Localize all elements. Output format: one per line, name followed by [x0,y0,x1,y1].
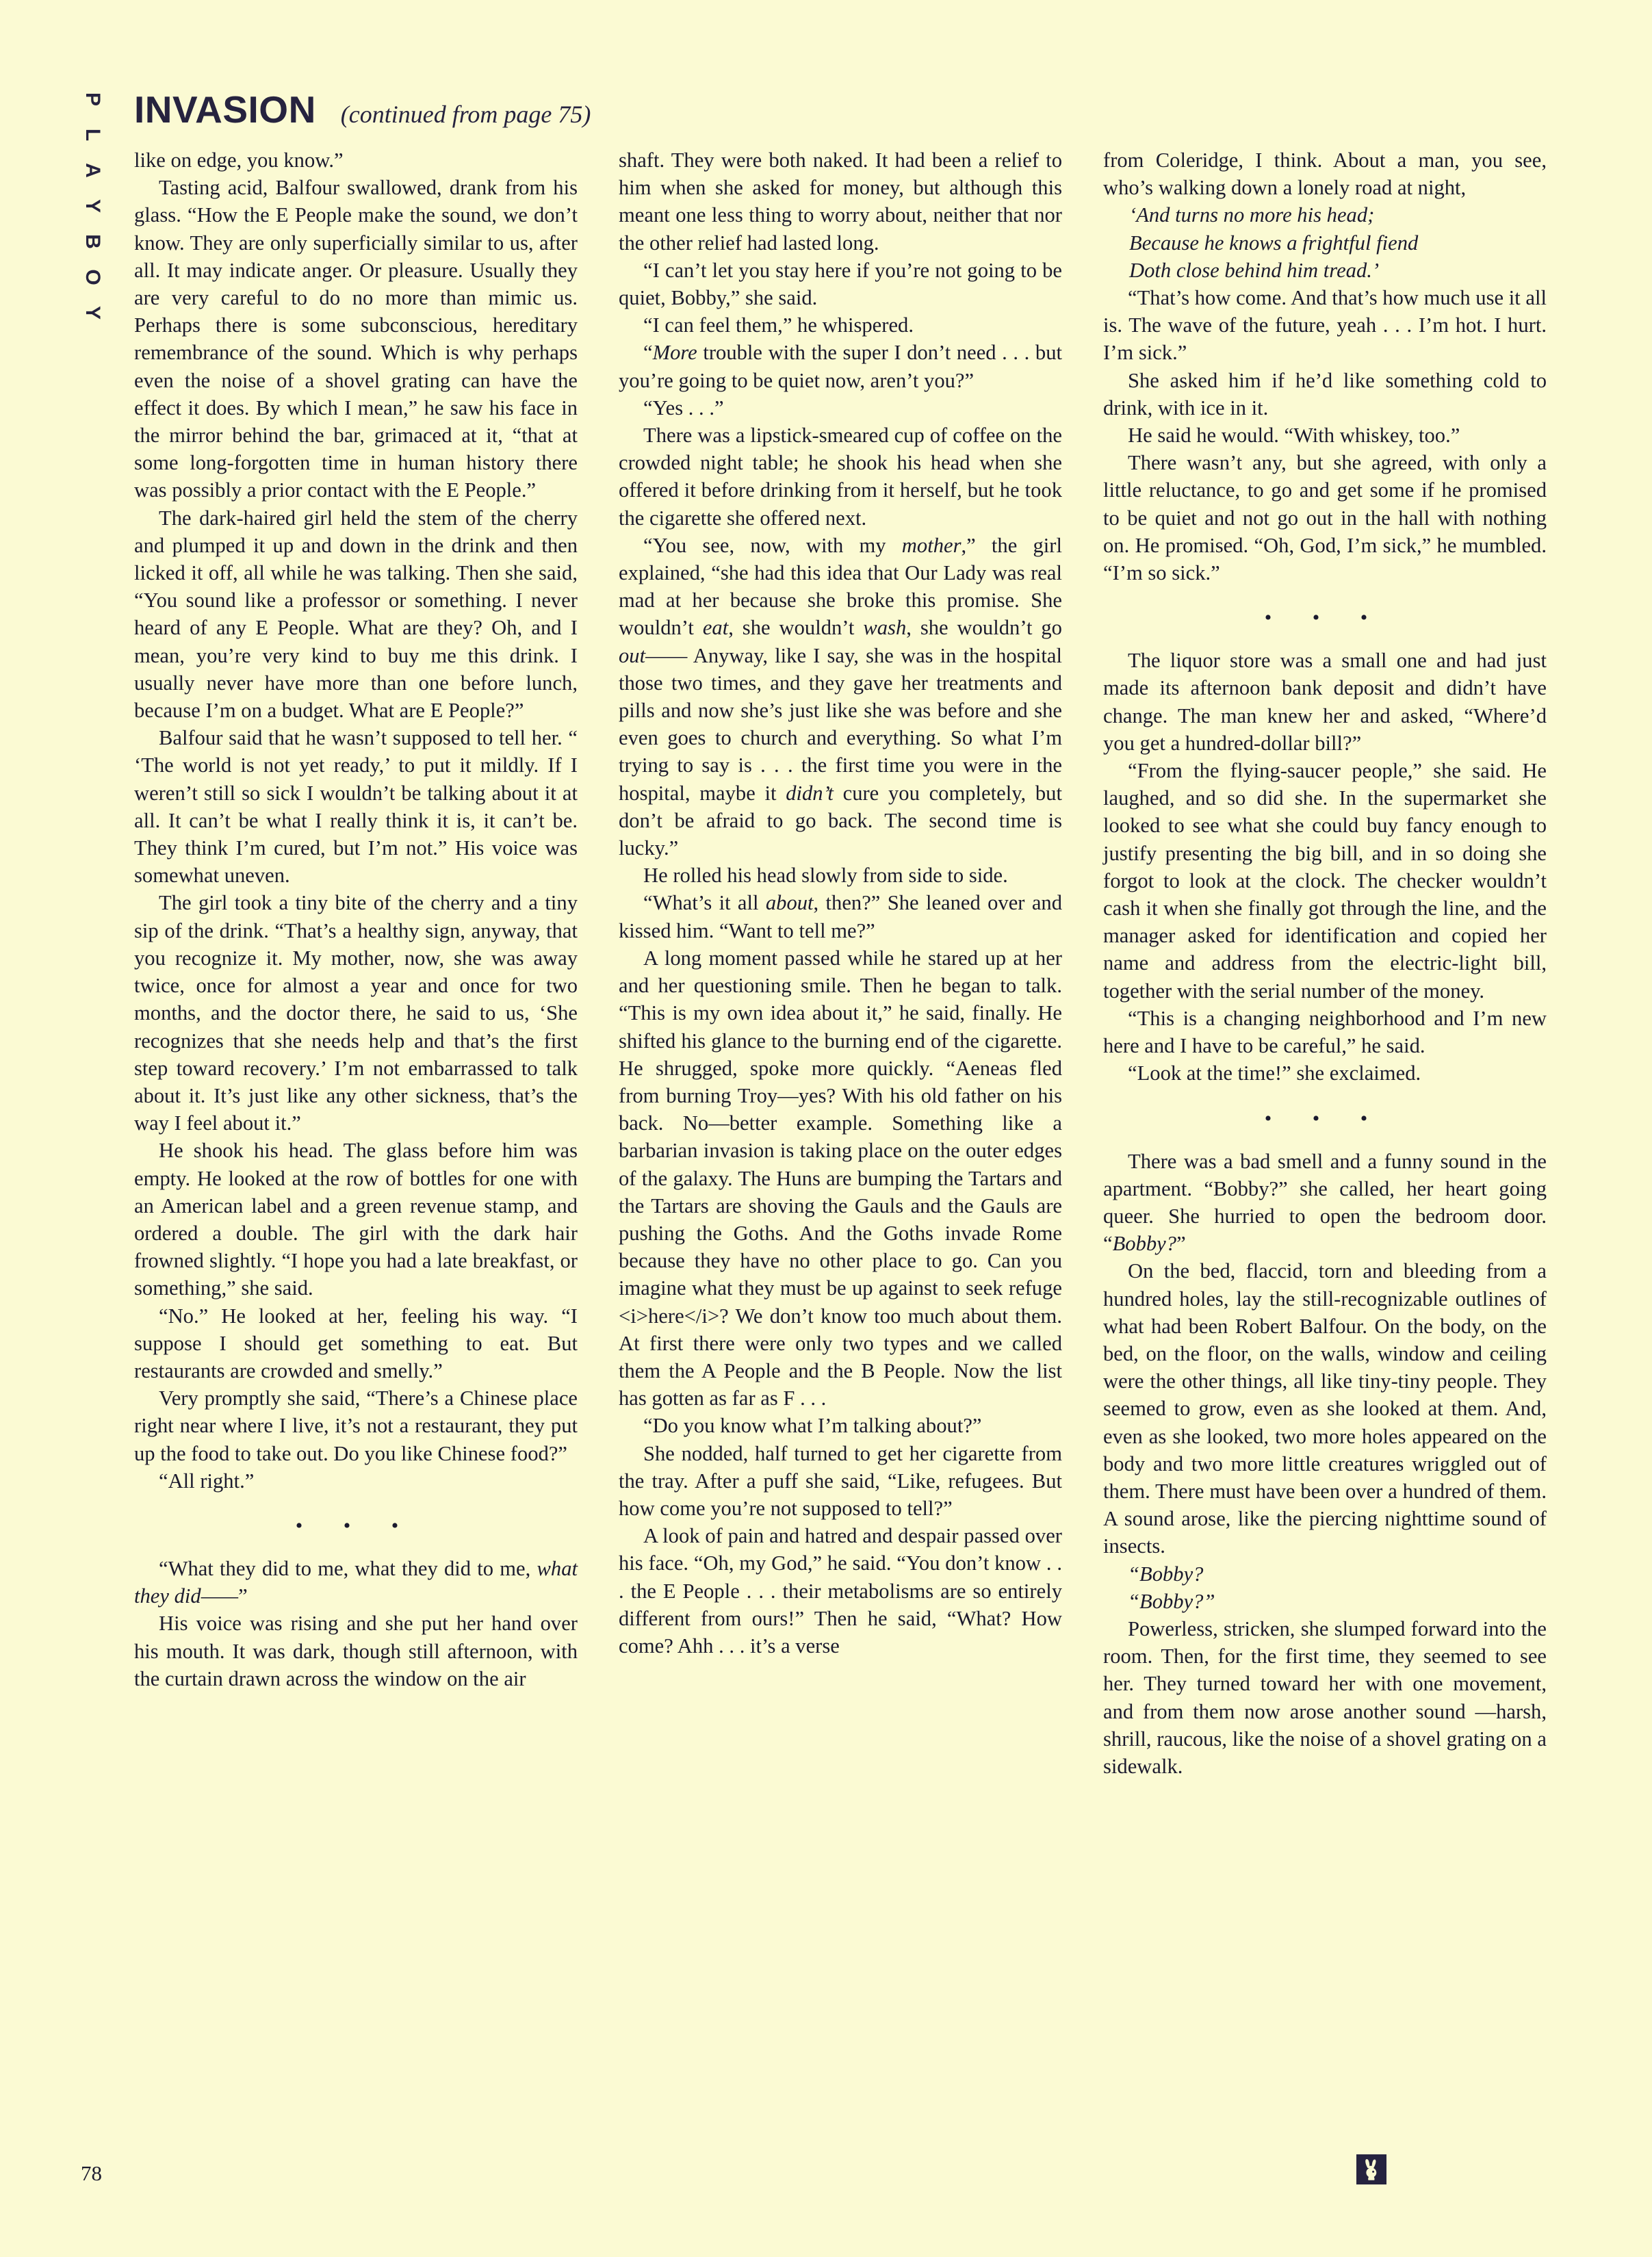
continued-from-note: (continued from page 75) [340,101,591,128]
body-paragraph: “No.” He looked at her, feeling his way. “I suppose I should get something to eat. But restaurants are crowded and smelly.” [134,1304,578,1382]
body-paragraph: “Yes . . .” [643,396,724,420]
section-break-dots: • • • [1264,1107,1386,1130]
wordmark-letter: L [81,128,104,142]
body-paragraph: Balfour said that he wasn’t supposed to tell her. “ ‘The world is not yet ready,’ to put it mildly. If I weren’t still so sick I wouldn’t be talking about it at all. It can’t be what I really think it is, it can’t be. They think I’m cured, but I’m not.” His voice was somewhat uneven. [134,726,578,888]
article-body [134,146,1547,2176]
wordmark-letter: O [81,269,104,285]
wordmark-letter: B [81,234,104,249]
body-paragraph: His voice was rising and she put her hand over his mouth. It was dark, though still afternoon, with the curtain drawn across the window on the air [134,1612,578,1690]
body-paragraph: “What’s it all about, then?” She leaned over and kissed him. “Want to tell me?” [619,891,1062,942]
body-paragraph: “Look at the time!” she exclaimed. [1128,1061,1421,1085]
section-break-dots: • • • [295,1514,417,1537]
body-paragraph: “More trouble with the super I don’t need . . . but you’re going to be quiet now, aren’t you?” [619,341,1062,392]
body-paragraph: There was a bad smell and a funny sound in the apartment. “Bobby?” she called, her heart going queer. She hurried to open the bedroom door. “Bobby?” [1103,1149,1547,1256]
wordmark-letter: Y [81,198,104,213]
body-paragraph: “Do you know what I’m talking about?” [643,1414,982,1438]
body-paragraph: She asked him if he’d like something cold to drink, with ice in it. [1103,368,1547,420]
body-paragraph: “I can’t let you stay here if you’re not going to be quiet, Bobby,” she said. [619,258,1062,310]
body-paragraph: “From the flying-saucer people,” she said. He laughed, and so did she. In the supermarket she looked to see what she could buy fancy enough to justify presenting the big bill, and in so doing she forgot to look at the clock. The checker wouldn’t cash it when she finally got through the line, and the manager asked for identification and copied her name and address from the electric-light bill, together with the serial number of the money. [1103,759,1547,1003]
body-paragraph: from Coleridge, I think. About a man, you see, who’s walking down a lonely road at night, [1103,149,1547,200]
playboy-vertical-wordmark [77,89,108,338]
body-paragraph: He rolled his head slowly from side to side. [643,864,1008,888]
text-column-3 [1103,146,1547,2176]
text-column-2 [619,146,1062,2176]
body-paragraph: She nodded, half turned to get her cigarette from the tray. After a puff she said, “Like, refugees. But how come you’re not supposed to tell?” [619,1441,1062,1520]
text-column-1 [134,146,578,2176]
body-paragraph: The dark-haired girl held the stem of the cherry and plumped it up and down in the drink and then licked it off, all while he was talking. Then she said, “You sound like a professor or something. I never heard of any E People. What are they? Oh, and I mean, you’re very kind to buy me this drink. I usually never have more than one before lunch, because I’m on a budget. What are E People?” [134,506,578,723]
wordmark-letter: Y [81,305,104,320]
wordmark-letter: P [81,92,104,106]
body-paragraph: “That’s how come. And that’s how much use it all is. The wave of the future, yeah . . . I’m hot. I hurt. I’m sick.” [1103,286,1547,365]
body-paragraph: There wasn’t any, but she agreed, with only a little reluctance, to go and get some if he promised to be quiet and not go out in the hall with nothing on. He promised. “Oh, God, I’m sick,” he mumbled. “I’m so sick.” [1103,451,1547,585]
body-paragraph: “Bobby? [1128,1562,1204,1586]
wordmark-letter: A [81,163,104,178]
body-paragraph: Tasting acid, Balfour swallowed, drank from his glass. “How the E People make the sound, we don’t know. They are only superficially similar to us, after all. It may indicate anger. Or pleasure. Usually they are very careful to do no more than mimic us. Perhaps there is some subconscious, hereditary remembrance of the sound. Which is why perhaps even the noise of a shovel grating can have the effect it does. By which I mean,” he saw his face in the mirror behind the bar, grimaced at it, “that at some long-forgotten time in human history there was possibly a prior contact with the E People.” [134,176,578,502]
body-paragraph: shaft. They were both naked. It had been a relief to him when she asked for money, but although this meant one less thing to worry about, neither that nor the other relief had lasted long. [619,149,1062,255]
body-paragraph: A look of pain and hatred and despair passed over his face. “Oh, my God,” he said. “You don’t know . . . the E People . . . their metabolisms are so entirely different from ours!” Then he said, “What? How come? Ahh . . . it’s a verse [619,1524,1062,1658]
body-paragraph: He shook his head. The glass before him was empty. He looked at the row of bottles for one with an American label and a green revenue stamp, and ordered a double. The girl with the dark hair frowned slightly. “I hope you had a late breakfast, or something,” she said. [134,1139,578,1300]
page-title: INVASION [134,88,316,131]
body-paragraph: On the bed, flaccid, torn and bleeding from a hundred holes, lay the still-recognizable outlines of what had been Robert Balfour. On the body, on the bed, on the floor, on the walls, window and ceiling were the other things, all like tiny-tiny people. They seemed to grow, even as she looked at them. And, even as she looked, two more holes appeared on the body and two more little creatures wriggled out of them. There must have been over a hundred of them. A sound arose, like the piercing nighttime sound of insects. [1103,1259,1547,1558]
body-paragraph: He said he would. “With whiskey, too.” [1128,424,1460,448]
body-paragraph: The liquor store was a small one and had just made its afternoon bank deposit and didn’t have change. The man knew her and asked, “Where’d you get a hundred-dollar bill?” [1103,649,1547,755]
body-paragraph: “I can feel them,” he whispered. [643,313,914,337]
verse-line: ‘And turns no more his head; [1129,203,1375,227]
section-break-dots: • • • [1264,606,1386,630]
body-paragraph: Powerless, stricken, she slumped forward into the room. Then, for the first time, they seemed to see her. They turned toward her with one movement, and from them now arose another sound —harsh, shrill, raucous, like the noise of a shovel grating on a sidewalk. [1103,1616,1547,1778]
body-paragraph: The girl took a tiny bite of the cherry and a tiny sip of the drink. “That’s a healthy sign, anyway, that you recognize it. My mother, now, she was away twice, once for almost a year and once for two months, and the doctor there, he said to us, ‘She recognizes that she needs help and that’s the first step toward recovery.’ I’m not embarrassed to talk about it. It’s just like any other sickness, that’s the way I feel about it.” [134,891,578,1135]
verse-line: Doth close behind him tread.’ [1129,258,1380,282]
body-paragraph: “This is a changing neighborhood and I’m new here and I have to be careful,” he said. [1103,1006,1547,1058]
body-paragraph: “All right.” [159,1469,255,1493]
verse-quote [1103,201,1547,284]
body-paragraph: There was a lipstick-smeared cup of coffee on the crowded night table; he shook his head when she offered it before drinking from it herself, but he took the cigarette she offered next. [619,424,1062,530]
article-masthead [134,88,1229,136]
body-paragraph: Very promptly she said, “There’s a Chinese place right near where I live, it’s not a restaurant, they put up the food to take out. Do you like Chinese food?” [134,1387,578,1465]
body-paragraph: A long moment passed while he stared up at her and her questioning smile. Then he began to talk. “This is my own idea about it,” he said, finally. He shifted his glance to the burning end of the cigarette. He shrugged, spoke more quickly. “Aeneas fled from burning Troy—yes? With his old father on his back. No—better example. Something like a barbarian invasion is taking place on the outer edges of the galaxy. The Huns are bumping the Tartars and the Tartars are shoving the Gauls and the Gauls are pushing the Goths. And the Goths invade Rome because they have no other place to go. Can you imagine what they must be up against to seek refuge <i>here</i>? We don’t know too much about them. At first there were only two types and we called them the A People and the B People. Now the list has gotten as far as F . . . [619,946,1062,1410]
page-number: 78 [81,2161,102,2185]
verse-line: Because he knows a frightful fiend [1129,231,1419,255]
playboy-rabbit-head-icon [1356,2154,1386,2184]
body-paragraph: “Bobby?” [1128,1589,1215,1613]
body-paragraph: like on edge, you know.” [134,149,344,172]
body-paragraph: “What they did to me, what they did to me, what they did——” [134,1556,578,1608]
body-paragraph: “You see, now, with my mother,” the girl explained, “she had this idea that Our Lady was real mad at her because she broke this promise. She wouldn’t eat, she wouldn’t wash, she wouldn’t go out—— Anyway, like I say, she was in the hospital those two times, and they gave her treatments and pills and now she’s just like she was before and she even goes to church and everything. So what I’m trying to say is . . . the first time you were in the hospital, maybe it didn’t cure you completely, but don’t be afraid to go back. The second time is lucky.” [619,533,1062,860]
